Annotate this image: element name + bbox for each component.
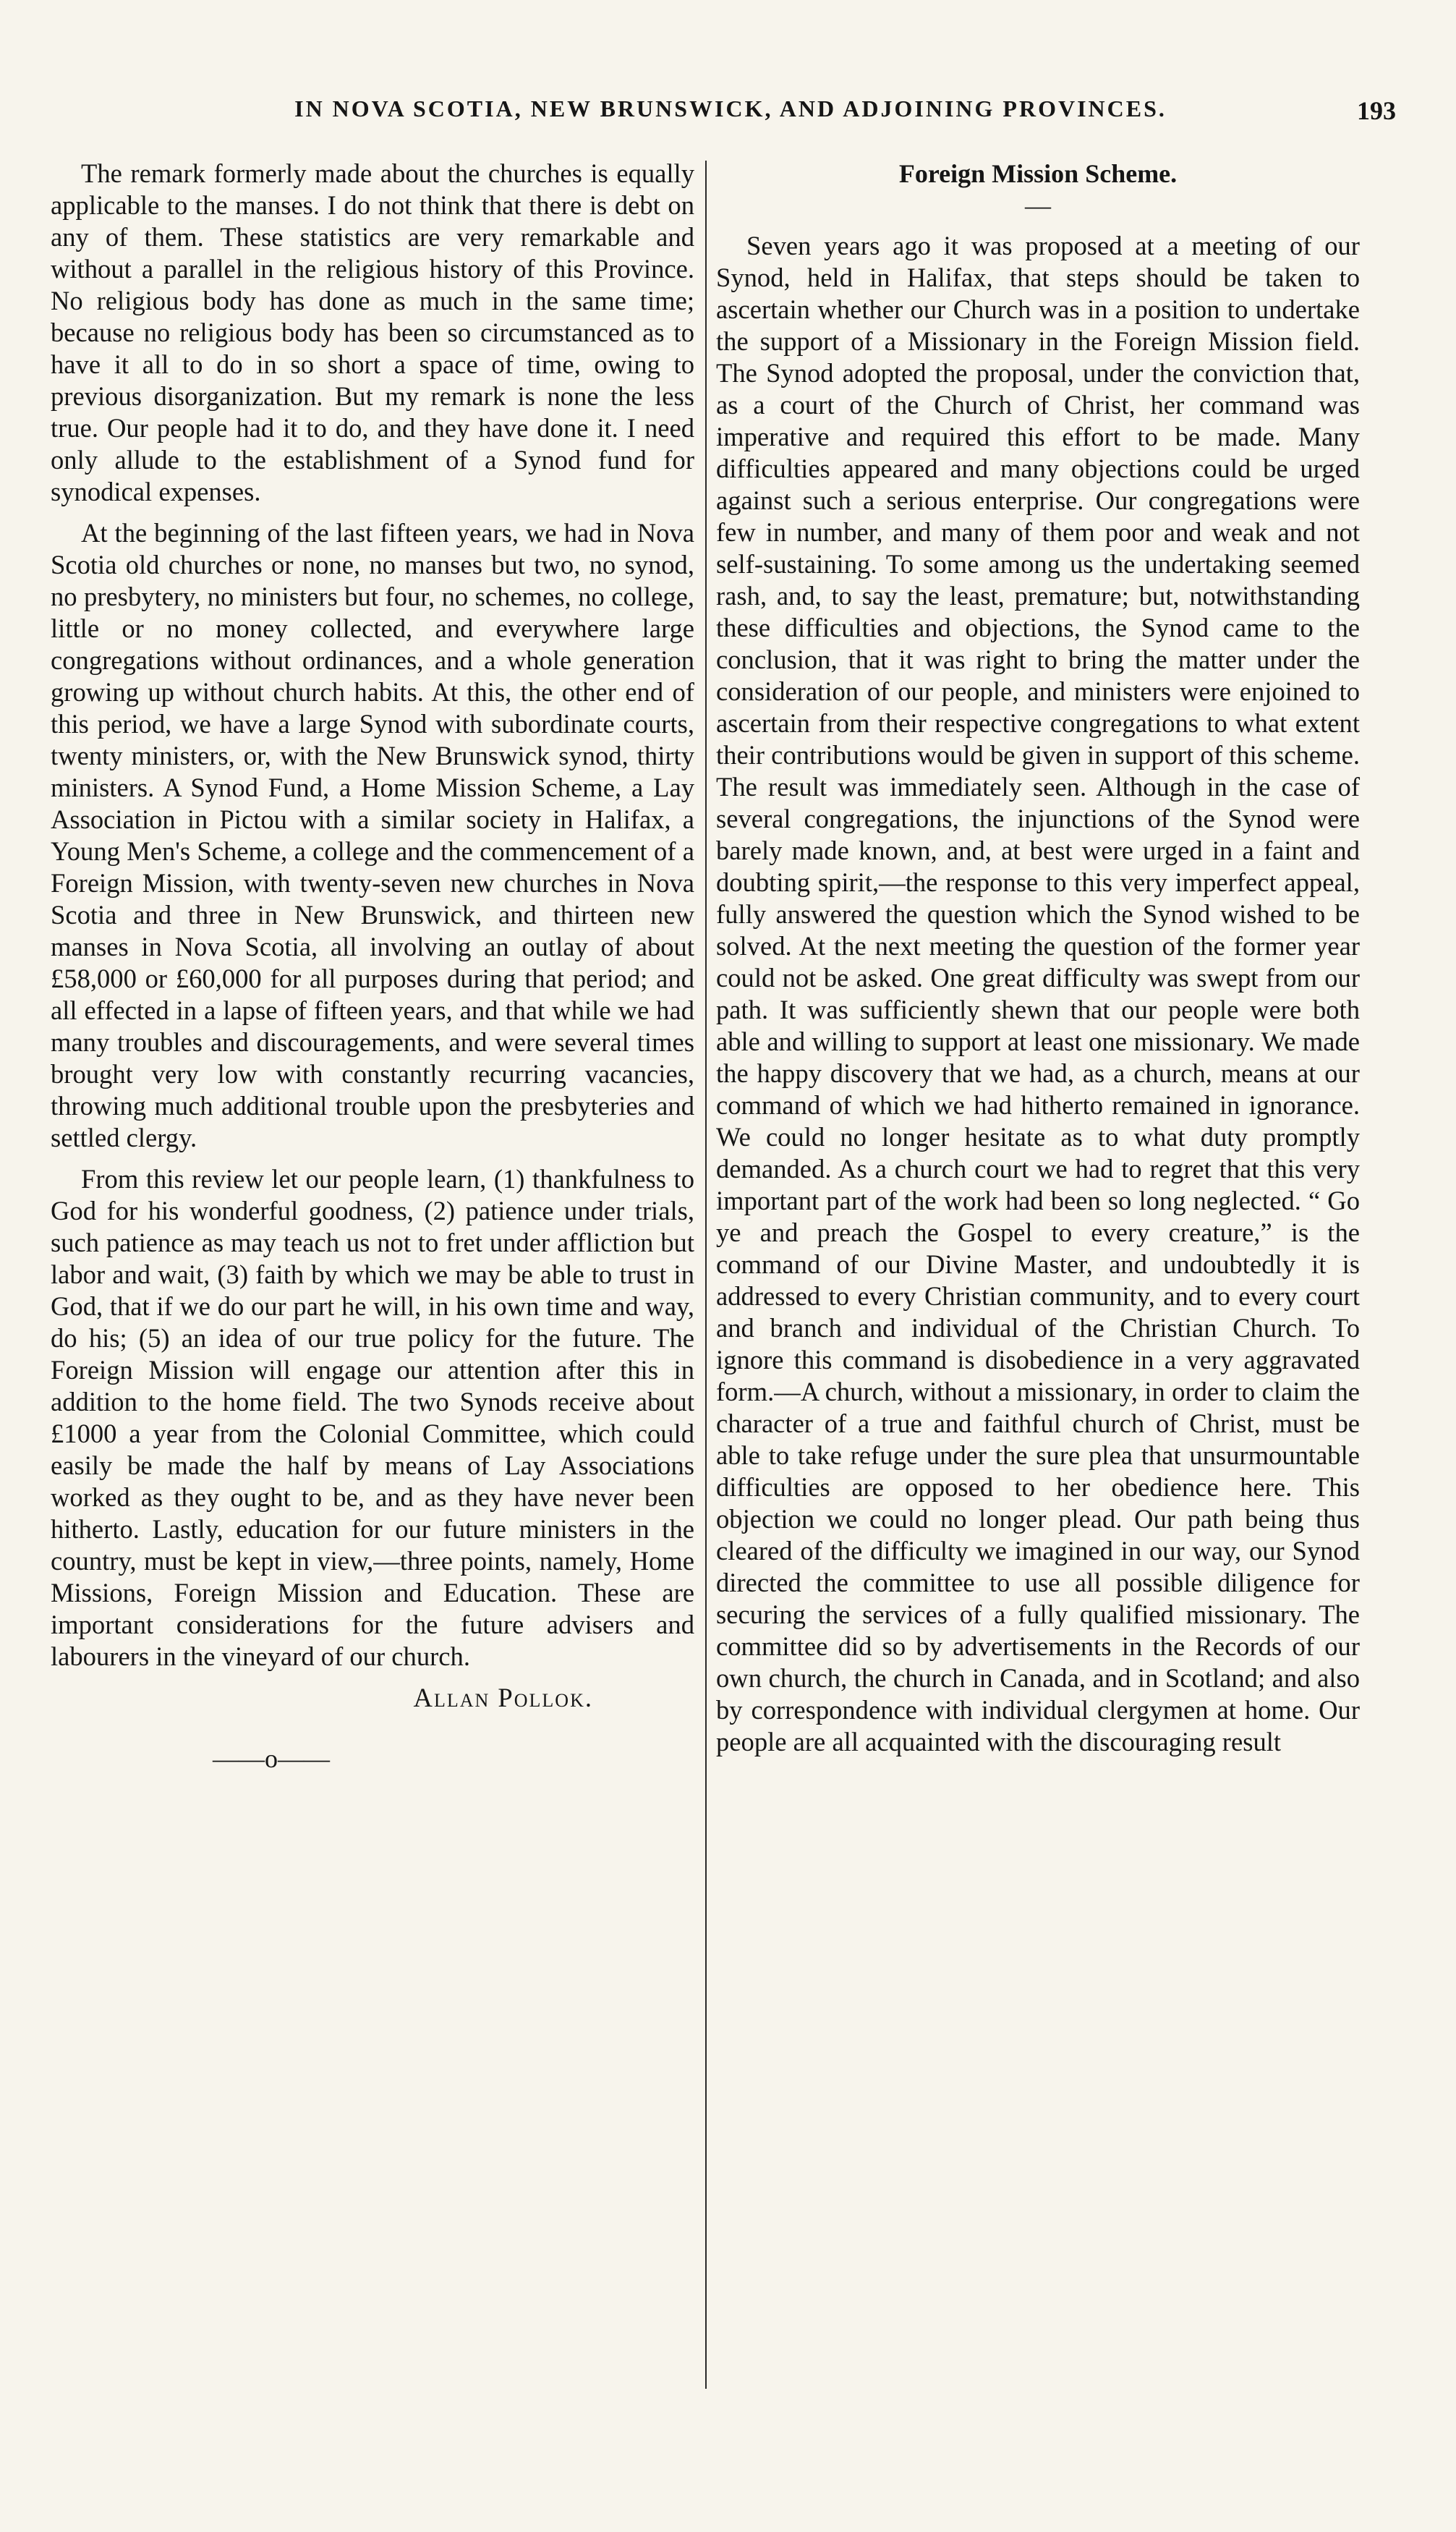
paragraph: The remark formerly made about the churches is equally applicable to the manses. I do not think that there is debt on any of them. These statistics are very remarkable and without a parallel in the religious history of this Province. No religious body has done as much in the same time; because no religious body has been so circumstanced as to have it all to do in so short a space of time, owing to previous disorganization. But my remark is none the less true. Our people had it to do, and they have done it. I need only allude to the establishment of a Synod fund for synodical expenses. — [51, 158, 694, 506]
column-divider — [705, 161, 707, 2389]
paragraph: At the beginning of the last fifteen years, we had in Nova Scotia old churches or none, no manses but two, no synod, no presbytery, no ministers but four, no schemes, no college, little or no money collected, and everywhere large congregations without ordinances, and a whole generation growing up without church habits. At this, the other end of this period, we have a large Synod with subordinate courts, twenty ministers, or, with the New Brunswick synod, thirty ministers. A Synod Fund, a Home Mission Scheme, a Lay Association in Pictou with a similar society in Halifax, a Young Men's Scheme, a college and the commencement of a Foreign Mission, with twenty-seven new churches in Nova Scotia and three in New Brunswick, and thirteen new manses in Nova Scotia, all involving an outlay of about £58,000 or £60,000 for all purposes during that period; and all effected in a lapse of fifteen years, and that while we had many troubles and discouragements, and were several times brought very low with constantly recurring vacancies, throwing much additional trouble upon the presbyteries and settled clergy. — [51, 518, 694, 1152]
heading-rule: — — [1025, 191, 1051, 220]
page-header — [51, 95, 1410, 139]
section-ornament: ——o—— — [213, 1744, 330, 1773]
page-number: 193 — [1357, 96, 1396, 125]
left-column — [51, 158, 694, 1775]
paragraph: Seven years ago it was proposed at a meeting of our Synod, held in Halifax, that steps should be taken to ascertain whether our Church was in a position to undertake the support of a Missionary in the Foreign Mission field. The Synod adopted the proposal, under the conviction that, as a court of the Church of Christ, her command was imperative and required this effort to be made. Many difficulties appeared and many objections could be urged against such a serious enterprise. Our congregations were few in number, and many of them poor and weak and not self-sustaining. To some among us the undertaking seemed rash, and, to say the least, premature; but, notwithstanding these difficulties and objections, the Synod came to the conclusion, that it was right to bring the matter under the consideration of our people, and ministers were enjoined to ascertain from their respective congregations to what extent their contributions would be given in support of this scheme. The result was immediately seen. Although in the case of several congregations, the injunctions of the Synod were barely made known, and, at best were urged in a faint and doubting spirit,—the response to this very imperfect appeal, fully answered the question which the Synod wished to be solved. At the next meeting the question of the former year could not be asked. One great difficulty was swept from our path. It was sufficiently shewn that our people were both able and willing to support at least one missionary. We made the happy discovery that we had, as a church, means at our command of which we had hitherto remained in ignorance. We could no longer hesitate as to what duty promptly demanded. As a church court we had to regret that this very important part of the work had been so long neglected. “ Go ye and preach the Gospel to every creature,” is the command of our Divine Master, and undoubtedly it is addressed to every Christian community, and to every court and branch and individual of the Christian Church. To ignore this command is disobedience in a very aggravated form.—A church, without a missionary, in order to claim the character of a true and faithful church of Christ, must be able to take refuge under the sure plea that unsurmountable difficulties are opposed to her obedience here. This objection we could no longer plead. Our path being thus cleared of the difficulty we imagined in our way, our Synod directed the committee to use all possible diligence for securing the services of a fully qualified missionary. The committee did so by advertisements in the Records of our own church, the church in Canada, and in Scotland; and also by correspondence with individual clergymen at home. Our people are all acquainted with the discouraging result — [716, 231, 1360, 1756]
author-signature: Allan Pollok. — [413, 1683, 593, 1712]
paragraph: From this review let our people learn, (1) thankfulness to God for his wonderful goodness, (2) patience under trials, such patience as may teach us not to fret under affliction but labor and wait, (3) faith by which we may be able to trust in God, that if we do our part he will, in his own time and way, do his; (5) an idea of our true policy for the future. The Foreign Mission will engage our attention after this in addition to the home field. The two Synods receive about £1000 a year from the Colonial Committee, which could easily be made the half by means of Lay Associations worked as they ought to be, and as they have never been hitherto. Lastly, education for our future ministers in the country, must be kept in view,—three points, namely, Home Missions, Foreign Mission and Education. These are important considerations for the future advisers and labourers in the vineyard of our church. — [51, 1164, 694, 1671]
right-column — [716, 158, 1360, 1767]
running-head: IN NOVA SCOTIA, NEW BRUNSWICK, AND ADJOINING PROVINCES. — [294, 95, 1167, 122]
section-heading: Foreign Mission Scheme. — [898, 159, 1178, 188]
